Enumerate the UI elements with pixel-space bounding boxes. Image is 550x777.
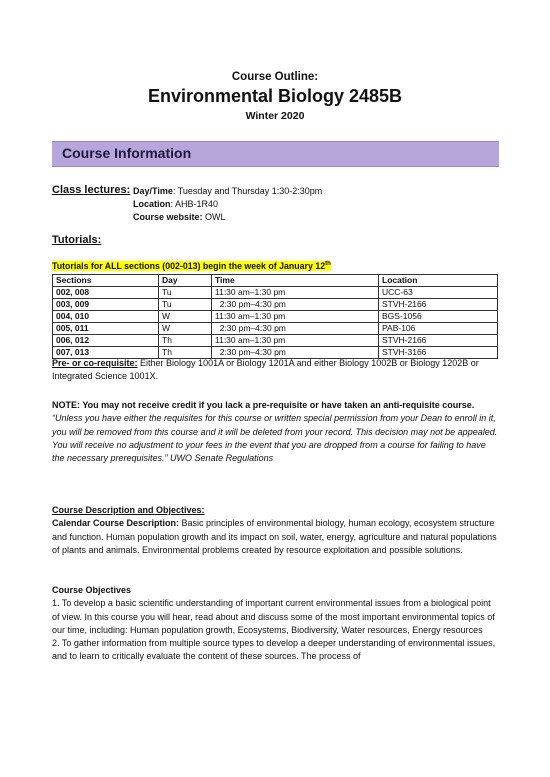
website-value: OWL (202, 212, 226, 222)
table-row (53, 311, 498, 323)
note-paragraph (52, 399, 500, 465)
tutorials-label: Tutorials: (52, 234, 102, 246)
cell-sections: 007, 013 (53, 347, 159, 359)
note-bold: NOTE: You may not receive credit if you lack a pre-requisite or have taken an anti-requisite course. (52, 400, 475, 410)
outline-label: Course Outline: (231, 71, 319, 83)
cell-day: Tu (159, 299, 212, 311)
calendar-description-label: Calendar Course Description: (52, 518, 180, 529)
tutorials-note-text: Tutorials for ALL sections (002-013) begin the week of January 12 (52, 261, 326, 271)
col-day: Day (159, 275, 212, 287)
cell-time: 2:30 pm–4:30 pm (212, 347, 379, 359)
cell-location: BGS-1056 (379, 311, 498, 323)
cell-sections: 002, 008 (53, 287, 159, 299)
lecture-day-time (133, 186, 322, 196)
cell-day: Th (159, 335, 212, 347)
day-time-value: : Tuesday and Thursday 1:30-2:30pm (172, 186, 323, 196)
cell-time: 11:30 am–1:30 pm (212, 335, 379, 347)
term-label: Winter 2020 (245, 110, 305, 122)
prerequisite-label: Pre- or co-requisite: (52, 358, 138, 368)
cell-day: Tu (159, 287, 212, 299)
col-time: Time (212, 275, 379, 287)
table-row (53, 323, 498, 335)
objectives-section (52, 584, 500, 664)
cell-time: 2:30 pm–4:30 pm (212, 299, 379, 311)
cell-time: 2:30 pm–4:30 pm (212, 323, 379, 335)
location-value: : AHB-1R40 (170, 199, 219, 209)
section-banner (52, 141, 499, 167)
tutorials-table (52, 274, 498, 359)
description-paragraph (52, 517, 500, 557)
description-section (52, 504, 500, 557)
cell-sections: 006, 012 (53, 335, 159, 347)
class-lectures-label: Class lectures: (52, 184, 131, 196)
prerequisite-paragraph (52, 357, 500, 384)
cell-location: PAB-106 (379, 323, 498, 335)
objective-item-2: 2. To gather information from multiple source types to develop a deeper understanding of environmental issues, and to learn to critically evaluate the content of these sources. The process of (52, 638, 496, 662)
table-row (53, 287, 498, 299)
cell-sections: 005, 011 (53, 323, 159, 335)
lecture-website (133, 212, 226, 222)
cell-sections: 004, 010 (53, 311, 159, 323)
cell-time: 11:30 am–1:30 pm (212, 287, 379, 299)
banner-label: Course Information (62, 145, 192, 161)
lecture-location (133, 199, 218, 209)
location-label: Location (133, 199, 171, 209)
table-row (53, 335, 498, 347)
note-italic: “Unless you have either the requisites for this course or written special permission from your Dean to enroll in it, you will be removed from this course and it will be deleted from your record. This decision may not be appealed. You will receive no adjustment to your fees in the event that you are dropped from a course for failing to have the necessary prerequisites.” UWO Senate Regulations (52, 413, 498, 464)
cell-time: 11:30 am–1:30 pm (212, 311, 379, 323)
cell-day: Th (159, 347, 212, 359)
description-heading: Course Description and Objectives: (52, 505, 205, 515)
col-sections: Sections (53, 275, 159, 287)
website-label: Course website: (133, 212, 203, 222)
cell-location: STVH-2166 (379, 299, 498, 311)
prerequisite-text: Either Biology 1001A or Biology 1201A and either Biology 1002B or Biology 1202B or Integrated Science 1001X. (52, 358, 479, 382)
cell-day: W (159, 323, 212, 335)
cell-location: STVH-3166 (379, 347, 498, 359)
cell-location: UCC-63 (379, 287, 498, 299)
tutorials-note-sup: th (325, 261, 331, 268)
course-title: Environmental Biology 2485B (147, 86, 403, 106)
objective-item-1: 1. To develop a basic scientific understanding of important current environmental issues from a biological point of view. In this course you will hear, read about and discuss some of the most important environmental topics of our time, including: Human population growth, Ecosystems, Biodiversity, Water resources, Energy resources (52, 598, 495, 635)
table-row (53, 299, 498, 311)
calendar-description-text: Basic principles of environmental biology, human ecology, ecosystem structure and function. Human population growth and its impact on soil, water, energy, agriculture and natural populations of plants and animals. Environmental problems created by resource exploitation and possible solutions. (52, 518, 497, 555)
cell-day: W (159, 311, 212, 323)
table-header-row (53, 275, 498, 287)
objectives-heading: Course Objectives (52, 585, 132, 595)
cell-location: STVH-2166 (379, 335, 498, 347)
col-location: Location (379, 275, 498, 287)
tutorials-note (52, 261, 331, 271)
cell-sections: 003, 009 (53, 299, 159, 311)
day-time-label: Day/Time (133, 186, 173, 196)
